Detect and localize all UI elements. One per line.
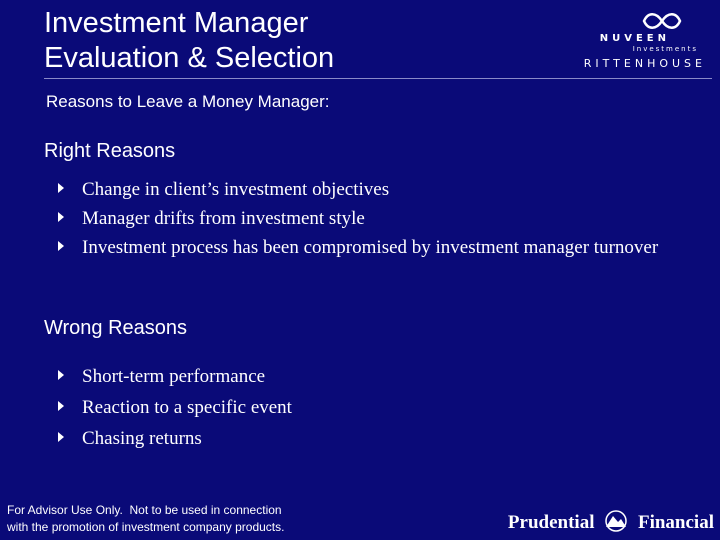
prudential-rock-icon <box>603 510 629 532</box>
list-item <box>58 365 292 388</box>
triangle-bullet-icon <box>58 212 64 222</box>
slide-title <box>44 6 334 76</box>
triangle-bullet-icon <box>58 432 64 442</box>
right-reasons-heading: Right Reasons <box>44 140 176 162</box>
list-item-text: Manager drifts from investment style <box>82 208 365 229</box>
list-item <box>58 396 292 419</box>
nuveen-wordmark: NUVEEN <box>599 33 670 44</box>
list-item-text: Reaction to a specific event <box>82 397 292 418</box>
nuveen-rittenhouse-logo <box>556 12 706 72</box>
financial-wordmark: Financial <box>637 512 714 533</box>
triangle-bullet-icon <box>58 401 64 411</box>
list-item <box>58 236 682 259</box>
right-reasons-list <box>58 178 682 259</box>
slide-title-line-1: Investment Manager <box>44 7 309 39</box>
list-item <box>58 207 682 230</box>
wrong-reasons-list <box>58 365 292 458</box>
triangle-bullet-icon <box>58 370 64 380</box>
nuveen-logo-mark-icon <box>640 12 684 30</box>
list-item-text: Change in client’s investment objectives <box>82 179 390 200</box>
prudential-financial-logo <box>508 510 714 534</box>
slide-title-line-2: Evaluation & Selection <box>44 42 335 74</box>
nuveen-subtext: Investments <box>632 45 698 53</box>
advisor-disclaimer <box>7 502 284 536</box>
disclaimer-line-2: with the promotion of investment company products. <box>7 520 285 534</box>
list-item-text: Chasing returns <box>82 428 202 449</box>
rittenhouse-wordmark: RITTENHOUSE <box>583 57 706 70</box>
prudential-wordmark: Prudential <box>507 512 595 533</box>
triangle-bullet-icon <box>58 241 64 251</box>
wrong-reasons-heading: Wrong Reasons <box>44 317 188 339</box>
slide-subtitle: Reasons to Leave a Money Manager: <box>46 92 330 111</box>
list-item <box>58 178 682 201</box>
triangle-bullet-icon <box>58 183 64 193</box>
list-item-text: Investment process has been compromised by investment manager turnover <box>82 237 659 258</box>
disclaimer-line-1: For Advisor Use Only. Not to be used in connection <box>7 503 282 517</box>
title-divider <box>44 78 712 79</box>
list-item-text: Short-term performance <box>82 366 266 387</box>
list-item <box>58 427 292 450</box>
